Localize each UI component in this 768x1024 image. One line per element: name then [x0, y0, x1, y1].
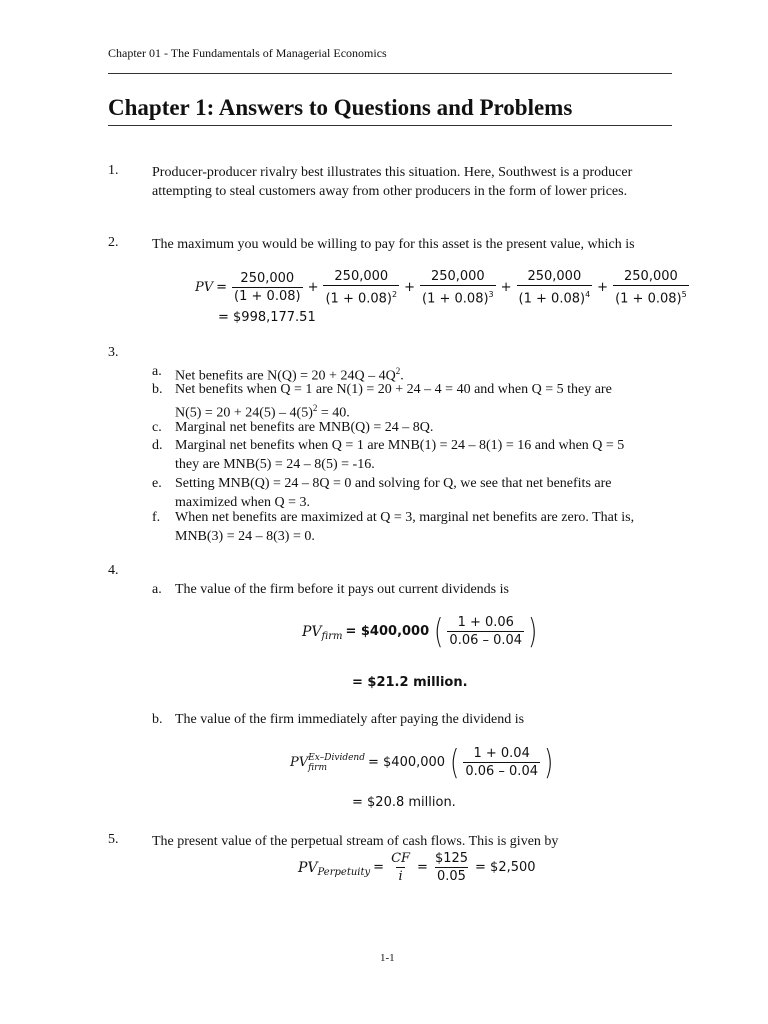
- q2-number: 2.: [108, 235, 119, 250]
- q5-cf-fraction: $\frac{CF}{i}$: [391, 851, 411, 884]
- page-number: 1-1: [380, 952, 395, 964]
- q3b-text: Net benefits when Q = 1 are N(1) = 20 + 24 – 4 = 40 and when Q = 5 they are $N(5) = 20 + 24(5) - 4(5)^2 = 40$.: [175, 382, 612, 421]
- q3d-text: Marginal net benefits when Q = 1 are MNB(1) = 24 – 8(1) = 16 and when Q = 5 they are MNB(5) = 24 – 8(5) = -16.: [175, 438, 625, 472]
- q5-value-fraction: $\frac{\$125}{0.05}$: [434, 851, 469, 884]
- q3f-label: f.: [152, 510, 161, 525]
- q2-answer: The maximum you would be willing to pay for this asset is the present value, which is: [152, 237, 635, 252]
- pv-term-4: $\frac{250,000}{(1 + 0.08)^4}$: [518, 269, 591, 307]
- q4b-text: The value of the firm immediately after paying the dividend is: [175, 712, 525, 727]
- q5-number: 5.: [108, 832, 119, 847]
- q3e-label: e.: [152, 476, 162, 491]
- pv-symbol: PV: [195, 280, 214, 296]
- q4a-label: a.: [152, 582, 162, 597]
- q2-pv-equation: PV = $\frac{250,000}{(1 + 0.08)}$ + $\frac{250,000}{(1 + 0.08)^2}$ + $\frac{250,000}{(1 + 0.08)^3}$ + $\frac{250,000}{(1 + 0.08)^4}$ + $\frac{250,000}{(1 + 0.08)^5}$: [195, 269, 687, 307]
- q5-equation: PV Perpetuity = $\frac{CF}{i}$ = $\frac{\$125}{0.05}$ = $2,500: [298, 851, 536, 884]
- q1-number: 1.: [108, 163, 119, 178]
- q4a-text: The value of the firm before it pays out current dividends is: [175, 582, 509, 597]
- q3c-text: Marginal net benefits are MNB(Q) = 24 – 8Q.: [175, 420, 434, 435]
- q4b-result: = $20.8 million.: [352, 795, 456, 810]
- q4b-equation: PV Ex–Dividend firm = $400,000 ( $\frac{1 + 0.04}{0.06 - 0.04}$ ): [290, 742, 554, 783]
- q5-answer: The present value of the perpetual stream of cash flows. This is given by: [152, 834, 559, 849]
- running-header: Chapter 01 - The Fundamentals of Managerial Economics: [108, 46, 387, 60]
- pv-term-5: $\frac{250,000}{(1 + 0.08)^5}$: [615, 269, 687, 307]
- chapter-title: Chapter 1: Answers to Questions and Problems: [108, 95, 573, 120]
- pv-term-3: $\frac{250,000}{(1 + 0.08)^3}$: [422, 269, 494, 307]
- q3a-text: Net benefits are $N(Q) = 20 + 24Q - 4Q^2$.: [175, 366, 404, 384]
- pv-term-1: $\frac{250,000}{(1 + 0.08)}$: [234, 271, 301, 305]
- title-rule: [108, 125, 672, 126]
- q4a-result: = $21.2 million.: [352, 675, 468, 690]
- q1-answer: Producer-producer rivalry best illustrates this situation. Here, Southwest is a producer attempting to steal customers away from other producers in the form of lower prices.: [152, 165, 633, 199]
- pv-term-2: $\frac{250,000}{(1 + 0.08)^2}$: [325, 269, 398, 307]
- q3b-label: b.: [152, 382, 163, 397]
- header-rule: [108, 73, 672, 74]
- q4b-fraction: $\frac{1 + 0.04}{0.06 - 0.04}$: [465, 746, 538, 779]
- q3c-label: c.: [152, 420, 162, 435]
- q3e-text: Setting MNB(Q) = 24 – 8Q = 0 and solving for Q, we see that net benefits are maximized when Q = 3.: [175, 476, 612, 510]
- q4a-fraction: $\frac{1 + 0.06}{0.06 - 0.04}$: [449, 615, 523, 648]
- q4b-label: b.: [152, 712, 163, 727]
- q4a-equation: PV firm = $400,000 ( $\frac{1 + 0.06}{0.06 - 0.04}$ ): [302, 611, 538, 652]
- q2-result: = $998,177.51: [218, 310, 316, 325]
- q3d-label: d.: [152, 438, 163, 453]
- q3-number: 3.: [108, 345, 119, 360]
- q3a-label: a.: [152, 364, 162, 379]
- q4-number: 4.: [108, 563, 119, 578]
- q3f-text: When net benefits are maximized at Q = 3, marginal net benefits are zero. That is, MNB(3) = 24 – 8(3) = 0.: [175, 510, 635, 544]
